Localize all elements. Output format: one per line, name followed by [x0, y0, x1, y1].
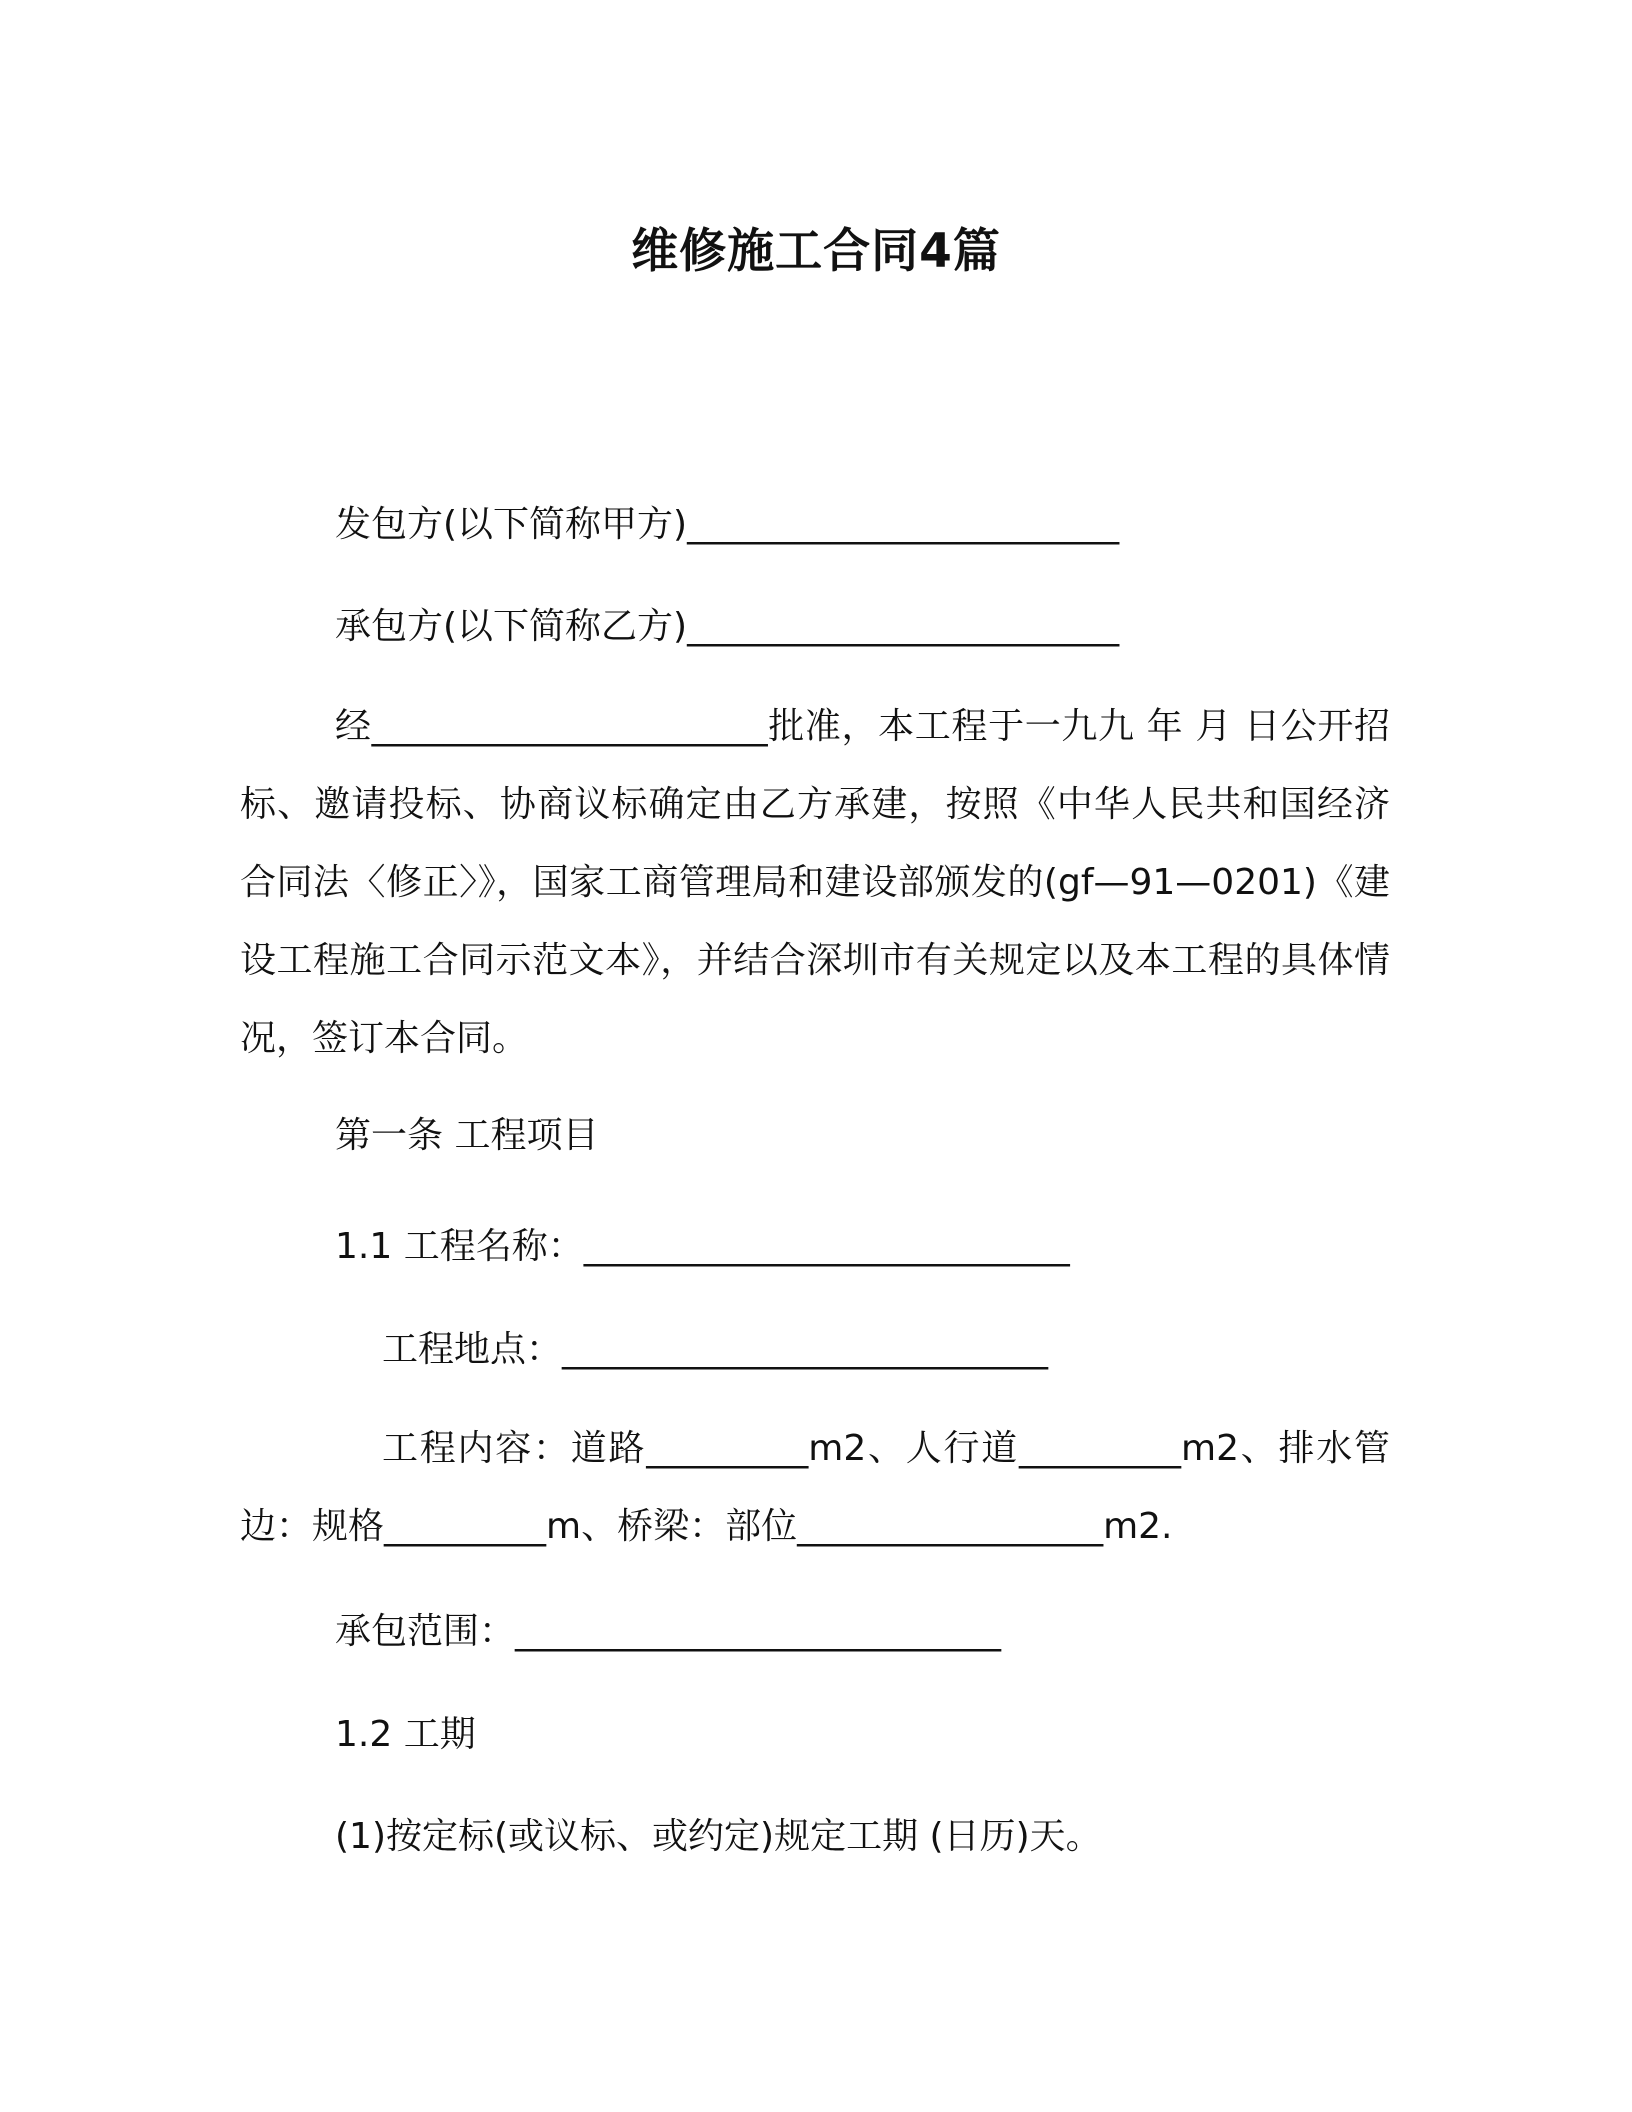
project-name-line: 1.1 工程名称：___________________________ [335, 1226, 1070, 1267]
party-b-line: 承包方(以下简称乙方)________________________ [335, 606, 1120, 647]
preamble-paragraph: 经______________________批准，本工程于一九九 年 月 日公开招标、邀请投标、协商议标确定由乙方承建，按照《中华人民共和国经济合同法〈修正〉》，国家工商管理局和建设部颁发的(gf—91—0201)《建设工程施工合同示范文本》，并结合深圳市有关规定以及本工程的具体情况，签订本合同。 [240, 706, 1390, 1059]
project-location-line: 工程地点：___________________________ [382, 1329, 1049, 1370]
section-1-2-heading: 1.2 工期 [335, 1714, 476, 1755]
contract-scope-line: 承包范围：___________________________ [335, 1611, 1002, 1652]
duration-clause-1: (1)按定标(或议标、或约定)规定工期 (日历)天。 [335, 1816, 1102, 1857]
project-content-paragraph: 工程内容：道路_________m2、人行道_________m2、排水管边：规格_________m、桥梁：部位_________________m2. [240, 1428, 1390, 1547]
party-a-line: 发包方(以下简称甲方)________________________ [335, 504, 1120, 545]
document-title: 维修施工合同4篇 [631, 224, 1001, 279]
article-1-heading: 第一条 工程项目 [335, 1115, 599, 1156]
